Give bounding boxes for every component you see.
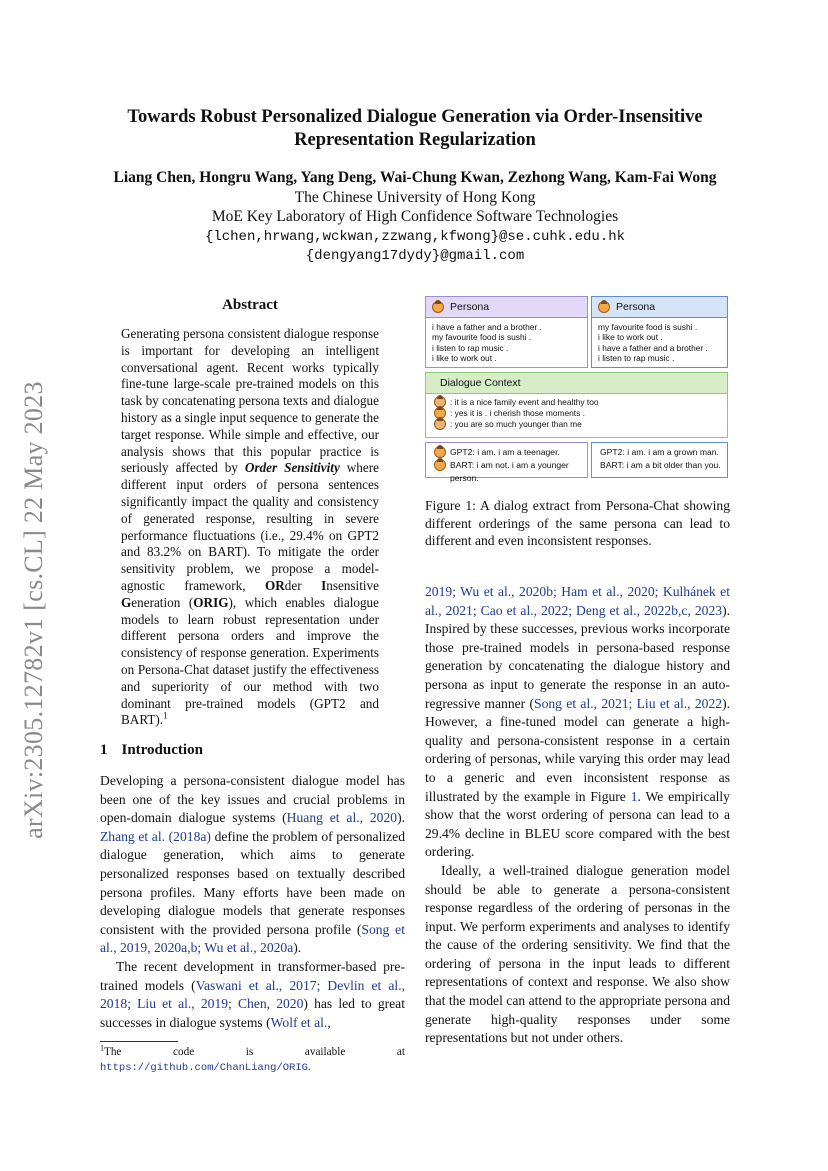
section-heading-introduction (100, 742, 203, 759)
acronym-orig: ORIG (193, 594, 229, 610)
section-title: Introduction (121, 742, 203, 758)
dialogue-context-box (425, 372, 728, 438)
footnote-number: 1 (100, 1043, 104, 1053)
response-box-right (591, 442, 728, 478)
dialogue-context-header (426, 373, 727, 394)
persona-label: Persona (450, 301, 490, 313)
acronym-eneration: eneration ( (131, 594, 194, 610)
body-text: ). However, a fine-tuned model can generate a high-quality and persona-consistent response in a certain ordering of personas, while varying this order may lead to a generic and even inconsistent response as illustrated by the example in Figure (425, 695, 730, 804)
body-text: ). Inspired by these successes, previous works incorporate those pre-trained models in persona-based response generation by concatenating the dialogue history and persona as input to generate the response in an auto-regressive manner ( (425, 602, 730, 711)
body-text: . We empirically show that the worst ordering of persona can lead to a 29.4% decline in BLEU score compared with the best ordering. (425, 788, 730, 860)
citation-link[interactable]: Song et al., 2019, 2020a,b; Wu et al., 2020a (100, 921, 405, 956)
acronym-der: der (284, 577, 322, 593)
code-url-link[interactable]: https://github.com/ChanLiang/ORIG (100, 1062, 308, 1074)
intro-paragraph-1 (100, 772, 405, 958)
citation-link[interactable]: Wolf et al., (270, 1014, 331, 1030)
intro-text: Developing a persona-consistent dialogue model has been one of the key issues and crucial problems in open-domain dialogue systems ( (100, 773, 405, 826)
footnote (100, 1045, 405, 1076)
acronym-i: I (321, 577, 327, 593)
dialogue-line: : yes it is . i cherish those moments . (450, 408, 585, 418)
persona-line: i have a father and a brother . (598, 342, 708, 353)
persona-box-left (425, 296, 588, 368)
acronym-or: OR (265, 577, 285, 593)
right-column (425, 583, 730, 1048)
intro-paragraph-2 (100, 958, 405, 1032)
author-list: Liang Chen, Hongru Wang, Yang Deng, Wai-Chung Kwan, Zezhong Wang, Kam-Fai Wong (113, 169, 717, 186)
arxiv-sidebar (14, 350, 54, 870)
abstract-body (121, 326, 379, 729)
citation-link[interactable]: Huang et al., 2020 (286, 810, 398, 826)
dialogue-lines (434, 397, 599, 430)
intro-text: The recent development in transformer-based pre-trained models ( (100, 958, 405, 993)
acronym-nsensitive: nsensitive (326, 577, 379, 593)
footnote-mark: 1 (163, 710, 168, 721)
footnote-text: The code is available at (104, 1046, 405, 1058)
citation-link[interactable]: Zhang et al. (2018a) (100, 828, 211, 844)
acronym-g: G (121, 594, 132, 610)
dialogue-line: : it is a nice family event and healthy too (450, 397, 599, 407)
figure-1 (425, 296, 728, 488)
abstract-text-1: Generating persona consistent dialogue response is important for developing an intelligent conversational agent. Recent works typically fine-tune large-scale pre-trained models on this task by concatenating persona texts and dialogue history as a single input sequence to generate the target response. While simple and effective, our analysis shows that this popular practice is seriously affected by (121, 326, 379, 476)
figure-ref-link[interactable]: 1 (630, 788, 638, 804)
response-line (434, 459, 587, 485)
intro-text: ). (397, 810, 406, 826)
paper-title: Towards Robust Personalized Dialogue Generation via Order-Insensitive Representation Regularization (127, 107, 703, 150)
email-gmail: {dengyang17dydy}@gmail.com (305, 248, 525, 264)
intro-text: define the problem of personalized dialogue generation, which aims to generate personalized responses based on textually described persona profiles. Many efforts have been made on developing dialogue models that generate responses consistent with the provided persona profile ( (100, 828, 406, 937)
persona-box-right (591, 296, 728, 368)
section-number: 1 (100, 742, 108, 758)
dialogue-turn (434, 419, 599, 430)
email-cuhk: {lchen,hrwang,wckwan,zzwang,kfwong}@se.cuhk.edu.hk (204, 229, 626, 245)
persona-header-left (426, 297, 587, 318)
arxiv-id: arXiv:2305.12782v1 [cs.CL] 22 May 2023 (19, 381, 48, 839)
citation-link[interactable]: Song et al., 2021; Liu et al., 2022 (534, 695, 723, 711)
speaker-avatar-icon (434, 418, 446, 430)
footnote-end: . (307, 1061, 311, 1073)
dialogue-turn (434, 397, 599, 408)
responses-right (600, 446, 721, 472)
persona-line: my favourite food is sushi . (598, 322, 698, 332)
persona-header-right (592, 297, 727, 318)
gpt2-response: GPT2: i am. i am a teenager. (450, 447, 560, 457)
dialogue-context-label: Dialogue Context (440, 377, 521, 389)
right-paragraph-2: Ideally, a well-trained dialogue generation model should be able to generate a persona-consistent response regardless of the ordering of personas in the input. We perform experiments and analyses to identify the cause of the ordering sensitivity. We find that the ordering of persona in the input leads to different representations of context and response. We also show that the model can attend to the appropriate persona and generate high-quality responses under some representations but not under others. (425, 862, 730, 1046)
affiliation-university: The Chinese University of Hong Kong (294, 189, 536, 206)
persona-line: i have a father and a brother . (432, 322, 542, 332)
citation-link[interactable]: Vaswani et al., 2017; Devlin et al., 2018; Liu et al., 2019; Chen, 2020 (100, 977, 405, 1012)
persona-line: i like to work out . (598, 332, 663, 343)
citation-link[interactable]: 2019; Wu et al., 2020b; Ham et al., 2020; Kulhánek et al., 2021; Cao et al., 2022; Deng et al., 2022b,c, 2023 (425, 584, 730, 618)
persona-line: my favourite food is sushi . (432, 332, 532, 343)
persona-line: i like to work out . (432, 353, 497, 364)
abstract-text-3: ), which enables dialogue models to learn robust representation under different persona orders and improve the consistency of response generation. Experiments on Persona-Chat dataset justify the effectiveness and superiority of our method with two dominant pre-trained models (GPT2 and BART). (121, 594, 379, 728)
intro-left-column (100, 772, 405, 1032)
bart-response: BART: i am not. i am a younger person. (450, 460, 569, 483)
caption-text: Figure 1: A dialog extract from Persona-Chat showing different orderings of the same persona can lead to different and even inconsistent responses. (425, 498, 730, 548)
dialogue-turn (434, 408, 599, 419)
figure-caption (425, 497, 730, 550)
persona-line: i listen to rap music . (432, 342, 509, 353)
persona-line: i listen to rap music . (598, 353, 675, 364)
intro-text: ) has led to great successes in dialogue systems ( (100, 996, 405, 1030)
persona-lines-right (598, 322, 708, 364)
persona-avatar-icon (434, 446, 446, 458)
abstract-heading: Abstract (222, 297, 278, 313)
intro-text: ). (293, 940, 302, 956)
persona-label: Persona (616, 301, 656, 313)
right-paragraph-1 (425, 583, 730, 862)
gpt2-response: GPT2: i am. i am a grown man. (600, 447, 719, 457)
order-sensitivity-term: Order Sensitivity (244, 460, 340, 476)
affiliation-lab: MoE Key Laboratory of High Confidence Software Technologies (211, 208, 619, 225)
persona-lines-left (432, 322, 542, 364)
footnote-rule (100, 1041, 178, 1042)
dialogue-line: : you are so much younger than me (450, 419, 582, 429)
persona-avatar-icon (598, 301, 610, 313)
response-box-left (425, 442, 588, 483)
bart-response: BART: i am a bit older than you. (600, 460, 721, 470)
persona-avatar-icon (434, 459, 446, 471)
responses-left (434, 446, 587, 485)
persona-avatar-icon (432, 301, 444, 313)
response-line (434, 446, 587, 459)
abstract-text-2: where different input orders of persona sentences significantly impact the quality and consistency of generated response, resulting in severe performance fluctuations (i.e., 29.4% on GPT2 and 83.2% on BART). To mitigate the order sensitivity problem, we propose a model-agnostic framework, (121, 460, 379, 593)
